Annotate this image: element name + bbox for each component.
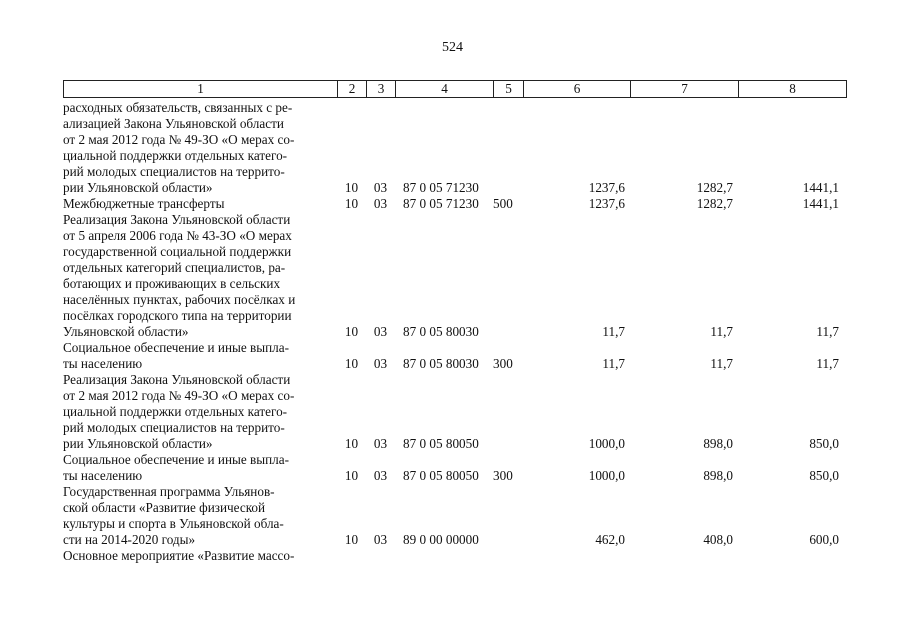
row-code-expense-type: 300 (493, 468, 513, 483)
row-name: государственной социальной поддержки (63, 244, 292, 259)
table-row (63, 228, 845, 244)
table-row (63, 100, 845, 116)
row-value-col8: 850,0 (809, 436, 839, 451)
table-row (63, 148, 845, 164)
row-code-subsection: 03 (373, 356, 388, 371)
row-value-col8: 850,0 (809, 468, 839, 483)
row-name: ты населению (63, 468, 143, 483)
table-body (63, 100, 845, 564)
row-name: ализацией Закона Ульяновской области (63, 116, 284, 131)
table-row (63, 500, 845, 516)
row-name: Основное мероприятие «Развитие массо- (63, 548, 295, 563)
row-value-col7: 11,7 (710, 324, 733, 339)
row-value-col6: 462,0 (595, 532, 625, 547)
row-value-col7: 1282,7 (696, 196, 733, 211)
row-value-col6: 11,7 (602, 324, 625, 339)
row-code-target: 87 0 05 71230 (403, 196, 479, 211)
row-name: Государственная программа Ульянов- (63, 484, 275, 499)
row-value-col7: 11,7 (710, 356, 733, 371)
row-name: циальной поддержки отдельных катего- (63, 148, 288, 163)
row-name: ской области «Развитие физической (63, 500, 266, 515)
row-name: Социальное обеспечение и иные выпла- (63, 340, 289, 355)
table-row (63, 532, 845, 548)
row-name: населённых пунктах, рабочих посёлках и (63, 292, 296, 307)
row-name: расходных обязательств, связанных с ре- (63, 100, 293, 115)
row-code-target: 87 0 05 80050 (403, 468, 479, 483)
header-col-4: 4 (396, 81, 494, 97)
table-row (63, 388, 845, 404)
row-code-section: 10 (344, 324, 359, 339)
header-col-8: 8 (789, 81, 796, 96)
row-code-section: 10 (344, 196, 359, 211)
table-row (63, 260, 845, 276)
row-code-target: 87 0 05 71230 (403, 180, 479, 195)
row-code-subsection: 03 (373, 196, 388, 211)
page-number: 524 (442, 40, 463, 55)
row-value-col8: 600,0 (809, 532, 839, 547)
header-col-7: 7 (631, 81, 739, 97)
table-row (63, 212, 845, 228)
row-value-col6: 1237,6 (588, 196, 625, 211)
row-value-col6: 1000,0 (588, 436, 625, 451)
table-row (63, 308, 845, 324)
row-value-col7: 898,0 (703, 468, 733, 483)
row-name: сти на 2014-2020 годы» (63, 532, 196, 547)
table-row (63, 452, 845, 468)
table-row (63, 276, 845, 292)
row-code-subsection: 03 (373, 436, 388, 451)
row-code-subsection: 03 (373, 532, 388, 547)
table-row (63, 292, 845, 308)
row-name: рий молодых специалистов на террито- (63, 164, 285, 179)
header-col-3: 3 (367, 81, 396, 97)
row-name: от 2 мая 2012 года № 49-ЗО «О мерах со- (63, 132, 295, 147)
row-code-section: 10 (344, 468, 359, 483)
row-name: ботающих и проживающих в сельских (63, 276, 281, 291)
row-code-expense-type: 300 (493, 356, 513, 371)
row-code-target: 87 0 05 80030 (403, 324, 479, 339)
row-code-target: 87 0 05 80030 (403, 356, 479, 371)
table-row (63, 164, 845, 180)
header-col-2: 2 (338, 81, 367, 97)
row-name: культуры и спорта в Ульяновской обла- (63, 516, 284, 531)
table-header (63, 80, 847, 98)
row-name: циальной поддержки отдельных катего- (63, 404, 288, 419)
table-row (63, 244, 845, 260)
row-value-col8: 1441,1 (802, 180, 839, 195)
row-code-section: 10 (344, 180, 359, 195)
row-code-target: 87 0 05 80050 (403, 436, 479, 451)
row-name: Ульяновской области» (63, 324, 189, 339)
row-name: Реализация Закона Ульяновской области (63, 372, 291, 387)
row-value-col8: 1441,1 (802, 196, 839, 211)
table-row (63, 116, 845, 132)
header-col-6: 6 (524, 81, 631, 97)
row-name: отдельных категорий специалистов, ра- (63, 260, 286, 275)
row-code-subsection: 03 (373, 324, 388, 339)
row-name: рии Ульяновской области» (63, 180, 213, 195)
row-name: от 2 мая 2012 года № 49-ЗО «О мерах со- (63, 388, 295, 403)
table-row (63, 372, 845, 388)
row-name: посёлках городского типа на территории (63, 308, 292, 323)
row-name: Реализация Закона Ульяновской области (63, 212, 291, 227)
row-value-col6: 1237,6 (588, 180, 625, 195)
table-row (63, 180, 845, 196)
row-value-col7: 898,0 (703, 436, 733, 451)
row-code-section: 10 (344, 356, 359, 371)
row-value-col6: 11,7 (602, 356, 625, 371)
table-row (63, 324, 845, 340)
header-col-1: 1 (64, 81, 338, 97)
row-name: Межбюджетные трансферты (63, 196, 225, 211)
row-code-expense-type: 500 (493, 196, 513, 211)
row-value-col8: 11,7 (816, 324, 839, 339)
table-row (63, 468, 845, 484)
row-name: ты населению (63, 356, 143, 371)
table-row (63, 436, 845, 452)
header-col-5: 5 (494, 81, 524, 97)
table-row (63, 132, 845, 148)
table-row (63, 548, 845, 564)
row-name: Социальное обеспечение и иные выпла- (63, 452, 289, 467)
table-row (63, 484, 845, 500)
table-row (63, 420, 845, 436)
row-code-subsection: 03 (373, 180, 388, 195)
row-code-subsection: 03 (373, 468, 388, 483)
row-name: рий молодых специалистов на террито- (63, 420, 285, 435)
row-value-col6: 1000,0 (588, 468, 625, 483)
row-value-col7: 408,0 (703, 532, 733, 547)
table-row (63, 196, 845, 212)
row-code-target: 89 0 00 00000 (403, 532, 479, 547)
table-row (63, 404, 845, 420)
row-value-col8: 11,7 (816, 356, 839, 371)
table-row (63, 516, 845, 532)
table-row (63, 356, 845, 372)
row-code-section: 10 (344, 436, 359, 451)
row-code-section: 10 (344, 532, 359, 547)
row-name: от 5 апреля 2006 года № 43-ЗО «О мерах (63, 228, 292, 243)
row-value-col7: 1282,7 (696, 180, 733, 195)
row-name: рии Ульяновской области» (63, 436, 213, 451)
table-row (63, 340, 845, 356)
